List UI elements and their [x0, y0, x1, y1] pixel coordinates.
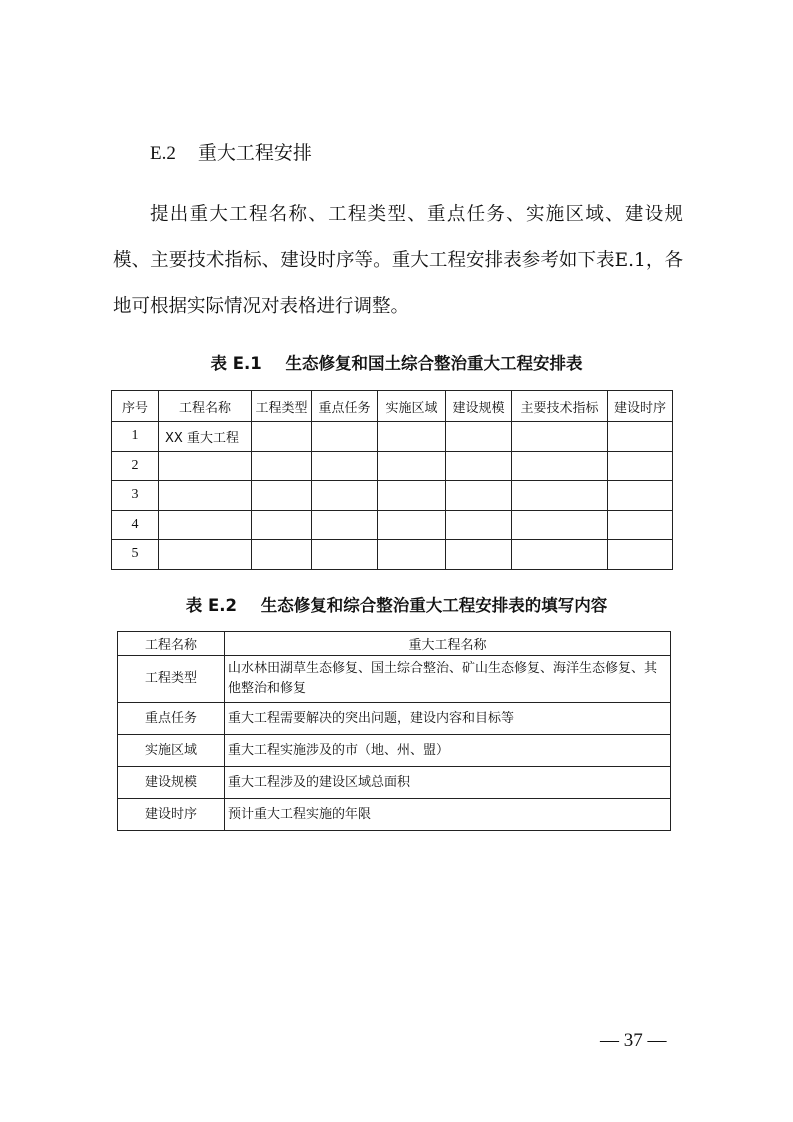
row-label: 建设时序: [118, 799, 225, 831]
table-row: [118, 656, 671, 703]
empty-cell: [312, 481, 378, 511]
row-seq: 5: [112, 540, 159, 570]
column-header-type: 工程类型: [252, 391, 312, 422]
empty-cell: [252, 540, 312, 570]
row-seq: 3: [112, 481, 159, 511]
empty-cell: [252, 481, 312, 511]
empty-cell: [378, 510, 446, 540]
column-header-seq: 序号: [112, 391, 159, 422]
empty-cell: [608, 422, 673, 452]
table-e1: [111, 390, 673, 570]
column-header-major-project-name: 重大工程名称: [225, 632, 671, 656]
table-header-row: [112, 391, 673, 422]
empty-cell: [608, 540, 673, 570]
empty-cell: [378, 540, 446, 570]
table-e2: [117, 631, 671, 831]
table-row: [112, 540, 673, 570]
row-description: 重大工程需要解决的突出问题，建设内容和目标等: [225, 703, 671, 735]
row-label: 重点任务: [118, 703, 225, 735]
row-label: 工程类型: [118, 656, 225, 703]
empty-cell: [446, 451, 512, 481]
empty-cell: [446, 540, 512, 570]
column-header-task: 重点任务: [312, 391, 378, 422]
page-number: — 37 —: [600, 1030, 667, 1051]
table-header-row: [118, 632, 671, 656]
row-name: [159, 510, 252, 540]
column-header-indicators: 主要技术指标: [512, 391, 608, 422]
section-number: E.2: [150, 143, 176, 164]
row-name: [159, 481, 252, 511]
empty-cell: [446, 510, 512, 540]
row-seq: 1: [112, 422, 159, 452]
empty-cell: [512, 540, 608, 570]
empty-cell: [252, 422, 312, 452]
column-header-schedule: 建设时序: [608, 391, 673, 422]
empty-cell: [512, 481, 608, 511]
row-description: 预计重大工程实施的年限: [225, 799, 671, 831]
empty-cell: [512, 510, 608, 540]
table-e1-caption-number: 表 E.1: [210, 354, 262, 373]
empty-cell: [312, 422, 378, 452]
row-seq: 4: [112, 510, 159, 540]
row-name: [159, 540, 252, 570]
row-name: [159, 451, 252, 481]
section-title: 重大工程安排: [197, 142, 312, 164]
empty-cell: [312, 451, 378, 481]
empty-cell: [252, 451, 312, 481]
empty-cell: [378, 481, 446, 511]
row-description: 重大工程实施涉及的市（地、州、盟）: [225, 735, 671, 767]
column-header-project-name: 工程名称: [118, 632, 225, 656]
table-row: [118, 799, 671, 831]
empty-cell: [446, 481, 512, 511]
empty-cell: [312, 510, 378, 540]
column-header-scale: 建设规模: [446, 391, 512, 422]
table-row: [112, 481, 673, 511]
empty-cell: [378, 422, 446, 452]
column-header-area: 实施区域: [378, 391, 446, 422]
table-row: [112, 451, 673, 481]
row-seq: 2: [112, 451, 159, 481]
table-e2-caption-title: 生态修复和综合整治重大工程安排表的填写内容: [260, 596, 608, 615]
table-e1-caption: [0, 352, 793, 376]
table-row: [118, 735, 671, 767]
empty-cell: [312, 540, 378, 570]
empty-cell: [608, 451, 673, 481]
body-paragraph: 提出重大工程名称、工程类型、重点任务、实施区域、建设规模、主要技术指标、建设时序等。重大工程安排表参考如下表E.1，各地可根据实际情况对表格进行调整。: [113, 204, 683, 317]
row-label: 实施区域: [118, 735, 225, 767]
table-row: [112, 422, 673, 452]
table-row: [118, 767, 671, 799]
table-e2-caption-number: 表 E.2: [185, 596, 237, 615]
empty-cell: [512, 451, 608, 481]
row-name: XX 重大工程: [159, 422, 252, 452]
table-row: [112, 510, 673, 540]
empty-cell: [608, 481, 673, 511]
table-row: [118, 703, 671, 735]
section-heading: [150, 138, 312, 169]
empty-cell: [446, 422, 512, 452]
empty-cell: [378, 451, 446, 481]
table-e1-caption-title: 生态修复和国土综合整治重大工程安排表: [285, 354, 583, 373]
row-label: 建设规模: [118, 767, 225, 799]
column-header-name: 工程名称: [159, 391, 252, 422]
table-e2-caption: [0, 594, 793, 618]
empty-cell: [512, 422, 608, 452]
row-description: 山水林田湖草生态修复、国土综合整治、矿山生态修复、海洋生态修复、其他整治和修复: [225, 656, 671, 703]
empty-cell: [252, 510, 312, 540]
empty-cell: [608, 510, 673, 540]
row-description: 重大工程涉及的建设区域总面积: [225, 767, 671, 799]
